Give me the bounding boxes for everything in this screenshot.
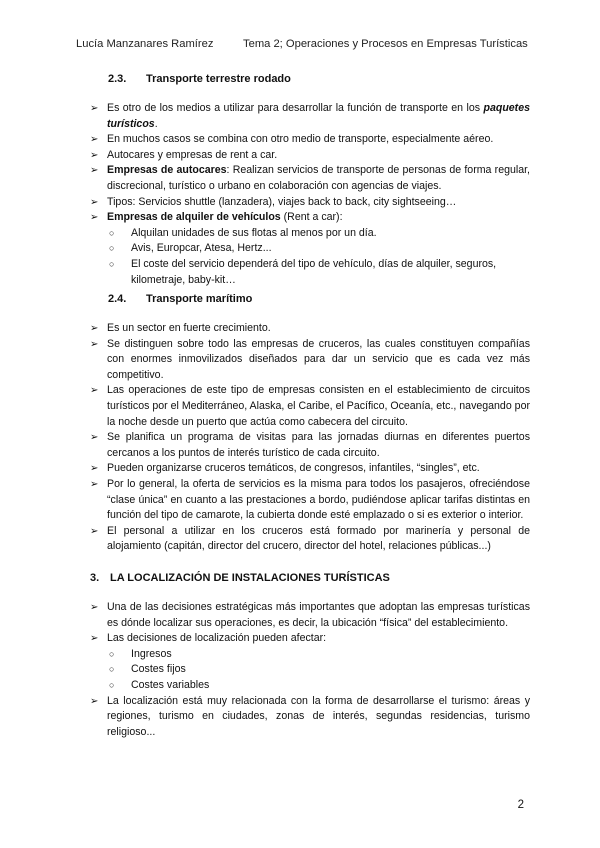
arrow-bullet-icon: ➢ xyxy=(90,323,99,334)
list-item xyxy=(90,631,530,647)
bold-term: Empresas de autocares xyxy=(107,164,227,177)
section-2-3-list xyxy=(90,101,530,288)
section-title: LA LOCALIZACIÓN DE INSTALACIONES TURÍSTICAS xyxy=(110,572,390,584)
list-item-text: . xyxy=(154,117,158,130)
list-item-text: La localización está muy relacionada con la forma de desarrollarse el turismo: áreas y regiones, turismo en ciudades, zonas de interés, segundas residencias, turismo religioso... xyxy=(107,694,530,738)
list-item xyxy=(90,132,530,148)
list-item-text: Se planifica un programa de visitas para las jornadas diurnas en diferentes puertos cercanos a los puntos de interés turístico de cada circuito. xyxy=(107,431,530,459)
section-title: Transporte terrestre rodado xyxy=(146,73,291,85)
list-item-text: (Rent a car): xyxy=(280,211,343,224)
list-item-text: Es un sector en fuerte crecimiento. xyxy=(107,322,271,334)
list-item-text: Es otro de los medios a utilizar para desarrollar la función de transporte en los xyxy=(107,102,484,114)
list-item xyxy=(90,210,530,226)
list-item-text: Por lo general, la oferta de servicios es la misma para todos los pasajeros, ofreciéndose “clase única” en cuanto a las prestaciones a bordo, pudiéndose aplicar tarifas distintas en función del tipo de camarote, la cubierta donde esté emplazado o si es exterior o interior. xyxy=(107,477,530,522)
list-item-text: Autocares y empresas de rent a car. xyxy=(107,148,278,161)
list-item xyxy=(90,321,530,337)
sub-item-text: Costes fijos xyxy=(131,663,186,676)
section-number: 2.3. xyxy=(108,73,127,85)
list-item xyxy=(90,195,530,211)
arrow-bullet-icon: ➢ xyxy=(90,149,99,161)
list-item-text: El personal a utilizar en los cruceros está formado por marinería y personal de alojamiento (capitán, director del crucero, director del hotel, relaciones públicas...) xyxy=(107,524,530,553)
arrow-bullet-icon: ➢ xyxy=(90,134,99,146)
arrow-bullet-icon: ➢ xyxy=(90,212,99,224)
arrow-bullet-icon: ➢ xyxy=(90,463,99,475)
arrow-bullet-icon: ➢ xyxy=(90,695,99,707)
page-number: 2 xyxy=(517,799,524,811)
arrow-bullet-icon: ➢ xyxy=(90,478,99,490)
list-item-text: : Realizan servicios de transporte de personas de forma regular, discrecional, turístico o urbano en colaboración con agencias de viajes. xyxy=(107,164,531,192)
circle-bullet-icon: ○ xyxy=(109,227,115,238)
list-item xyxy=(90,337,530,384)
list-item-text: Tipos: Servicios shuttle (lanzadera), viajes back to back, city sightseeing… xyxy=(107,195,457,208)
sub-list-item xyxy=(90,678,530,694)
emphasis-text: paquetes turísticos xyxy=(107,102,530,130)
sub-item-text: Alquilan unidades de sus flotas al menos por un día. xyxy=(131,226,377,239)
header-author: Lucía Manzanares Ramírez xyxy=(76,38,214,50)
circle-bullet-icon: ○ xyxy=(109,664,115,675)
circle-bullet-icon: ○ xyxy=(109,243,115,254)
arrow-bullet-icon: ➢ xyxy=(90,103,99,114)
list-item xyxy=(90,477,530,524)
section-3-list xyxy=(90,600,530,740)
sub-list-item xyxy=(90,257,530,288)
list-item xyxy=(90,600,530,631)
arrow-bullet-icon: ➢ xyxy=(90,432,99,444)
sub-list-item xyxy=(90,226,530,242)
list-item-text: En muchos casos se combina con otro medio de transporte, especialmente aéreo. xyxy=(107,133,494,146)
section-number: 3. xyxy=(90,572,100,584)
list-item xyxy=(90,430,530,461)
list-item xyxy=(90,101,530,132)
sub-list-item xyxy=(90,647,530,663)
circle-bullet-icon: ○ xyxy=(109,679,115,690)
circle-bullet-icon: ○ xyxy=(109,258,115,269)
section-2-4-list xyxy=(90,321,530,555)
sub-item-text: Avis, Europcar, Atesa, Hertz... xyxy=(131,242,272,255)
section-number: 2.4. xyxy=(108,293,127,305)
list-item xyxy=(90,148,530,164)
list-item-text: Las operaciones de este tipo de empresas consisten en el establecimiento de circuitos turísticos por el Mediterráneo, Alaska, el Caribe, el Pacífico, Oceanía, etc., navegando por la noche desde un puerto que actúa como cabecera del circuito. xyxy=(107,384,530,428)
section-title: Transporte marítimo xyxy=(146,293,253,305)
sub-list-item xyxy=(90,662,530,678)
header-topic: Tema 2; Operaciones y Procesos en Empresas Turísticas xyxy=(243,38,528,50)
list-item xyxy=(90,694,530,741)
list-item xyxy=(90,163,530,194)
arrow-bullet-icon: ➢ xyxy=(90,602,99,613)
arrow-bullet-icon: ➢ xyxy=(90,633,99,645)
list-item xyxy=(90,524,530,555)
sub-item-text: El coste del servicio dependerá del tipo de vehículo, días de alquiler, seguros, kilometraje, baby-kit… xyxy=(131,257,497,286)
arrow-bullet-icon: ➢ xyxy=(90,525,99,537)
list-item-text: Las decisiones de localización pueden afectar: xyxy=(107,632,327,645)
list-item xyxy=(90,383,530,430)
arrow-bullet-icon: ➢ xyxy=(90,338,99,350)
sub-list-item xyxy=(90,241,530,257)
list-item xyxy=(90,461,530,477)
list-item-text: Se distinguen sobre todo las empresas de cruceros, las cuales constituyen compañías con enormes inmovilizados diseñados para dar un servicio que es cada vez más competitivo. xyxy=(107,337,530,381)
list-item-text: Pueden organizarse cruceros temáticos, de congresos, infantiles, “singles”, etc. xyxy=(107,462,480,475)
arrow-bullet-icon: ➢ xyxy=(90,165,99,177)
bold-term: Empresas de alquiler de vehículos xyxy=(107,211,281,224)
sub-item-text: Costes variables xyxy=(131,678,210,691)
circle-bullet-icon: ○ xyxy=(109,648,115,659)
sub-item-text: Ingresos xyxy=(131,647,172,660)
arrow-bullet-icon: ➢ xyxy=(90,196,99,208)
list-item-text: Una de las decisiones estratégicas más importantes que adoptan las empresas turísticas es dónde localizar sus operaciones, es decir, la ubicación “física” del establecimiento. xyxy=(107,601,530,629)
arrow-bullet-icon: ➢ xyxy=(90,385,99,397)
